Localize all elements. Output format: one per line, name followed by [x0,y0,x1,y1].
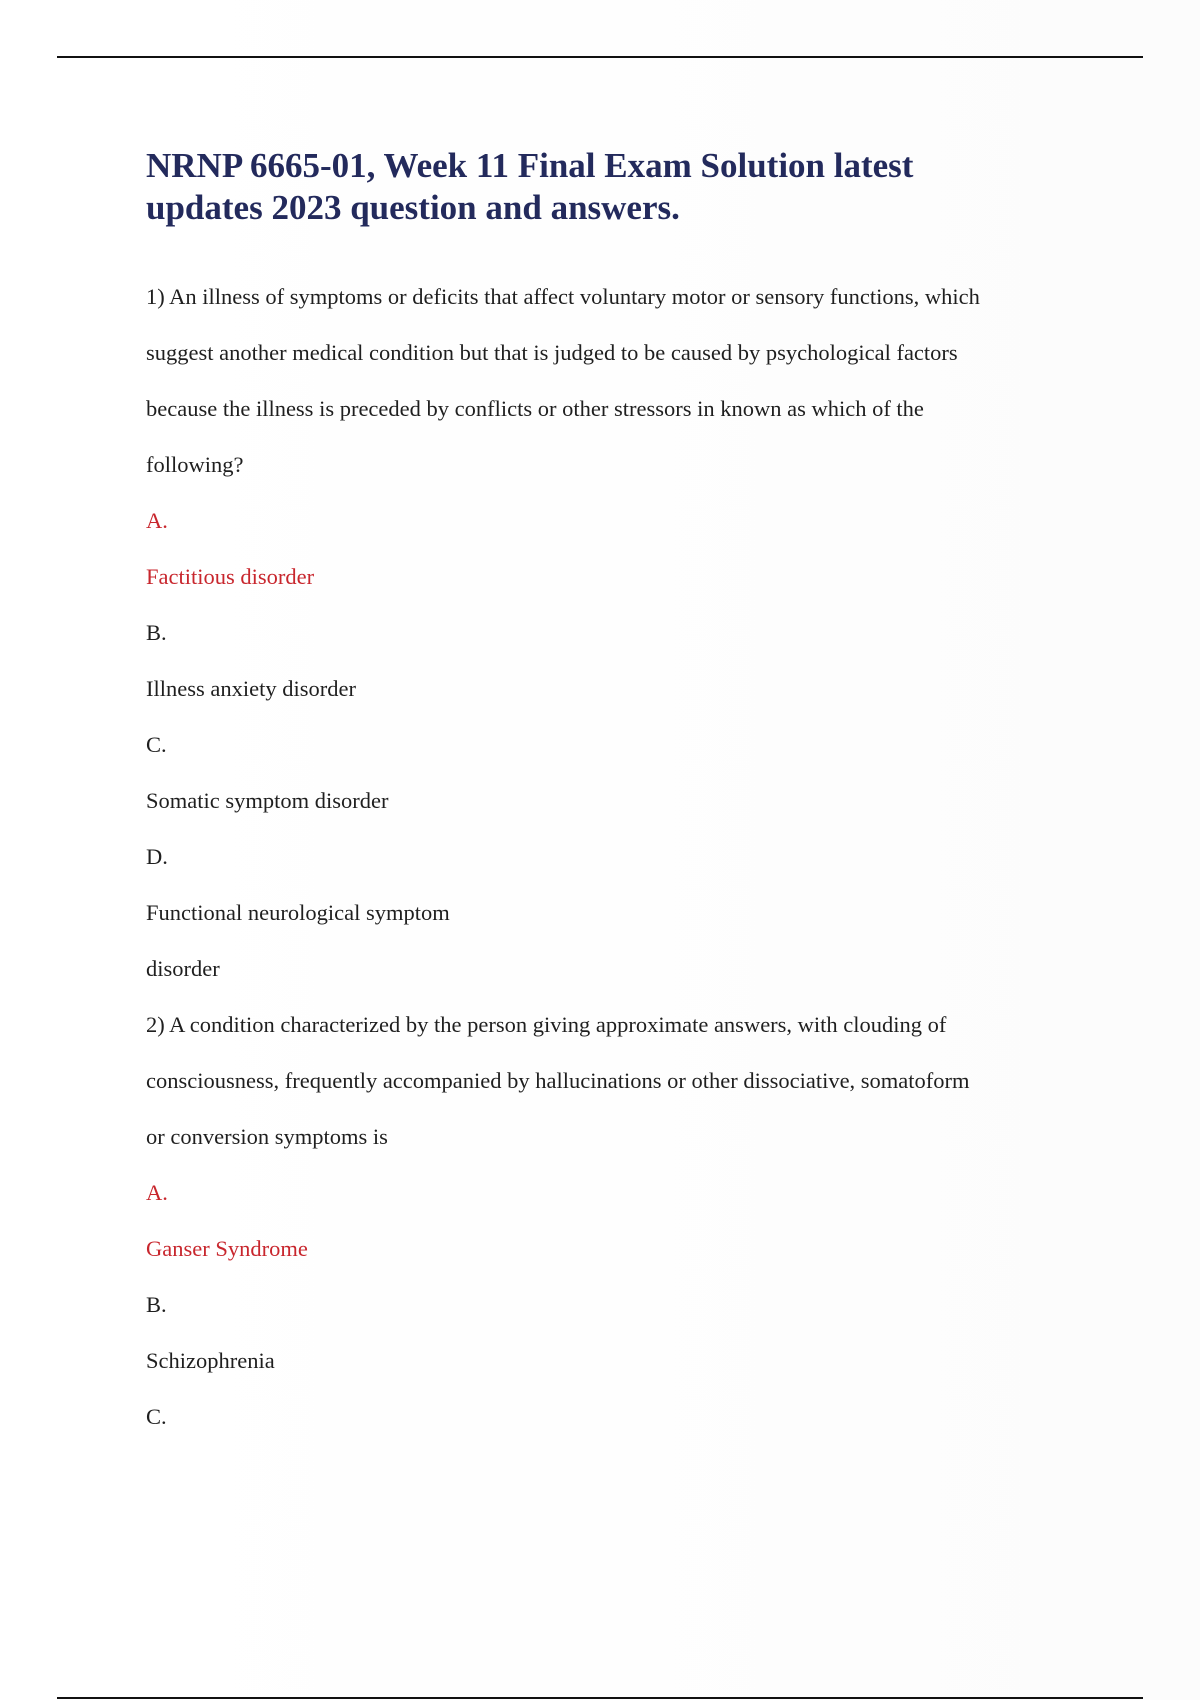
question-1-stem-line-4: following? [146,452,244,477]
question-2-option-b-letter: B. [146,1292,167,1317]
question-2-stem-line-3: or conversion symptoms is [146,1124,388,1149]
question-2-stem-line-2: consciousness, frequently accompanied by hallucinations or other dissociative, somatoform [146,1068,970,1093]
question-2-option-b-text: Schizophrenia [146,1348,275,1373]
question-1-option-a-letter: A. [146,508,168,533]
question-1-option-b-text: Illness anxiety disorder [146,676,356,701]
question-1-stem-line-2: suggest another medical condition but that is judged to be caused by psychological factors [146,340,958,365]
document-content [146,145,1086,1445]
top-rule [57,56,1143,58]
question-1-option-c-text: Somatic symptom disorder [146,788,389,813]
question-1-stem-line-3: because the illness is preceded by conflicts or other stressors in known as which of the [146,396,924,421]
question-1-option-d-text-line-2: disorder [146,956,220,981]
bottom-rule [57,1697,1143,1699]
question-2-option-c-letter: C. [146,1404,167,1429]
question-1-option-a-text: Factitious disorder [146,564,315,589]
title-line-1: NRNP 6665-01, Week 11 Final Exam Solution latest [146,146,914,185]
question-2-option-a-letter: A. [146,1180,168,1205]
question-1-option-d-text-line-1: Functional neurological symptom [146,900,450,925]
question-2 [146,997,1086,1445]
question-2-stem-line-1: 2) A condition characterized by the person giving approximate answers, with clouding of [146,1012,947,1037]
question-1 [146,269,1086,997]
question-1-option-d-letter: D. [146,844,168,869]
document-title [146,145,1046,229]
question-1-stem-line-1: 1) An illness of symptoms or deficits that affect voluntary motor or sensory functions, which [146,284,980,309]
title-line-2: updates 2023 question and answers. [146,188,680,227]
question-1-option-c-letter: C. [146,732,167,757]
question-1-option-b-letter: B. [146,620,167,645]
question-2-option-a-text: Ganser Syndrome [146,1236,308,1261]
